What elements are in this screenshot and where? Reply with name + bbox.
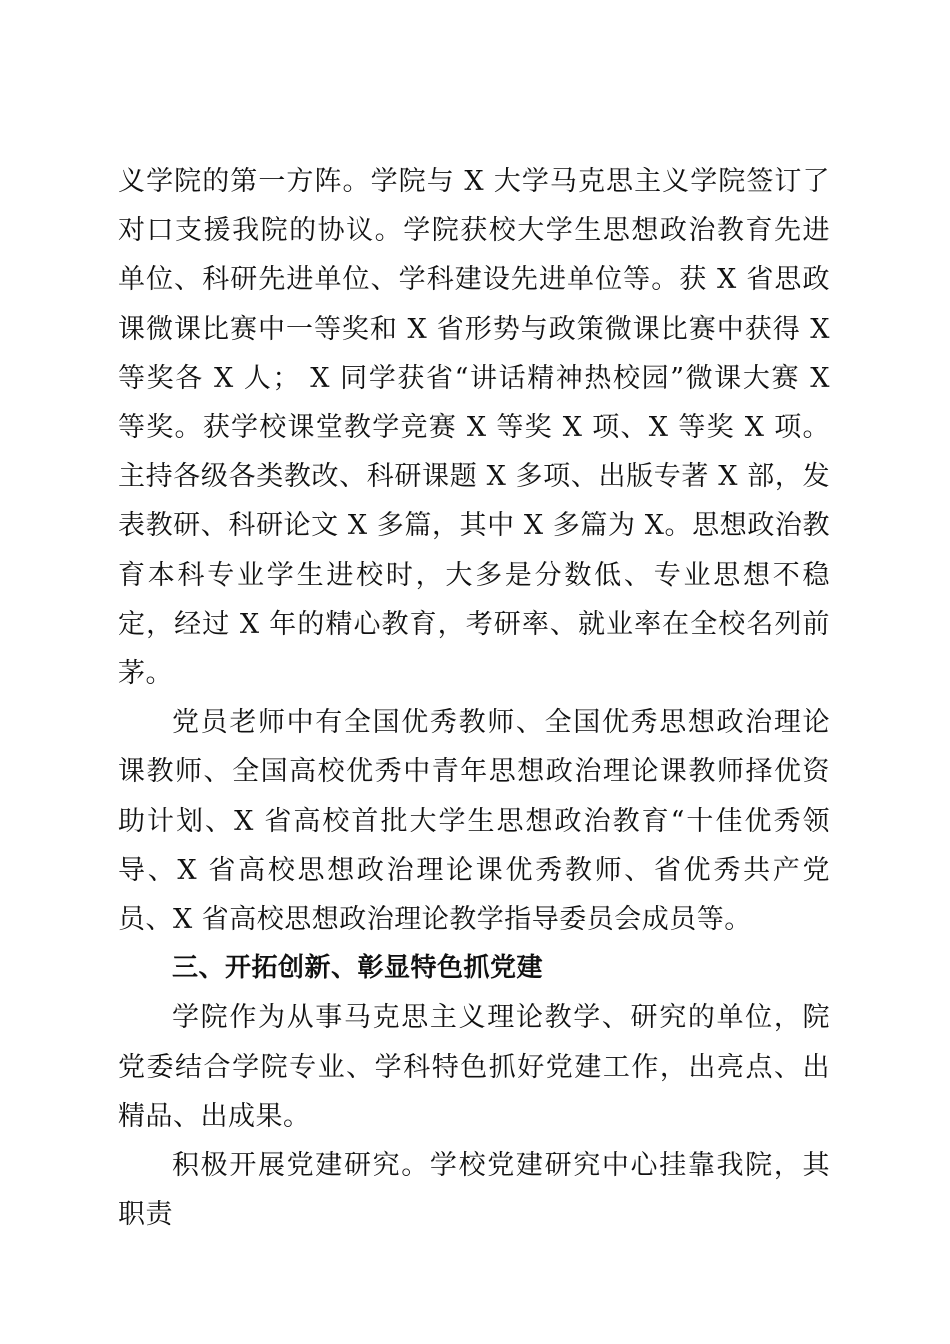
paragraph-party-research: 积极开展党建研究。学校党建研究中心挂靠我院，其职责 [118,1150,830,1231]
section-heading-three: 三、开拓创新、彰显特色抓党建 [172,953,544,984]
paragraph-achievements: 义学院的第一方阵。学院与 X 大学马克思主义学院签订了对口支援我院的协议。学院获校大学生思想政治教育先进单位、科研先进单位、学科建设先进单位等。获 X 省思政课微课比赛中一等奖和 X 省形势与政策微课比赛中获得 X 等奖各 X 人； X 同学获省“讲话精神热校园”微课大赛 X 等奖。获学校课堂教学竞赛 X 等奖 X 项、X 等奖 X 项。主持各级各类教改、科研课题 X 多项、出版专著 X 部，发表教研、科研论文 X 多篇，其中 X 多篇为 X。思想政治教育本科专业学生进校时，大多是分数低、专业思想不稳定，经过 X 年的精心教育，考研率、就业率在全校名列前茅。 [118,166,830,690]
document-body [118,157,830,1239]
paragraph-college-role: 学院作为从事马克思主义理论教学、研究的单位，院党委结合学院专业、学科特色抓好党建工作，出亮点、出精品、出成果。 [118,1002,830,1132]
paragraph-party-teachers: 党员老师中有全国优秀教师、全国优秀思想政治理论课教师、全国高校优秀中青年思想政治理论课教师择优资助计划、X 省高校首批大学生思想政治教育“十佳优秀领导、X 省高校思想政治理论课优秀教师、省优秀共产党员、X 省高校思想政治理论教学指导委员会成员等。 [118,707,830,936]
